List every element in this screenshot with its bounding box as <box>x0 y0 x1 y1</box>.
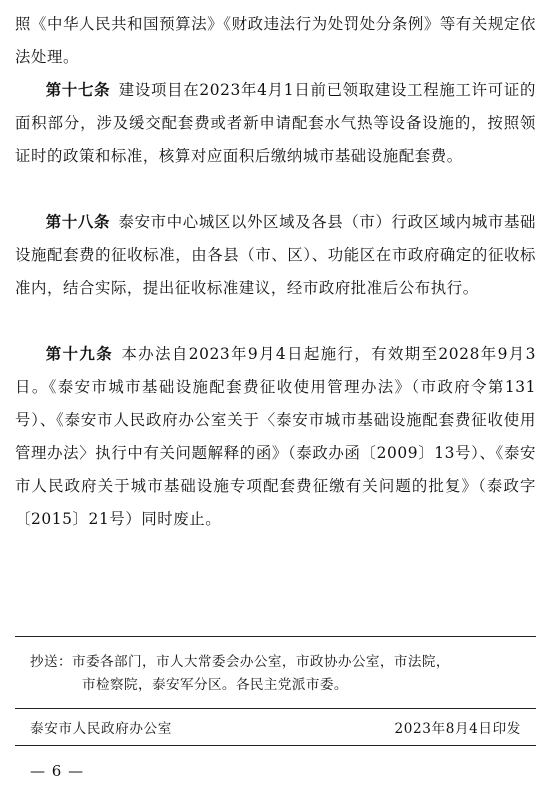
article-17 <box>15 74 536 206</box>
cc-recipients-line2: 市检察院，泰安军分区。各民主党派市委。 <box>82 677 348 693</box>
article-18 <box>15 206 536 338</box>
article-text: 本办法自2023年9月4日起施行，有效期至2028年9月3日。《泰安市城市基础设施配套费征收使用管理办法》（市政府令第131号）、《泰安市人民政府办公室关于〈泰安市城市基础设施配套费征收使用管理办法〉执行中有关问题解释的函》（泰政办函〔2009〕13号）、《泰安市人民政府关于城市基础设施专项配套费征缴有关问题的批复》（泰政字〔2015〕21号）同时废止。 <box>15 345 536 528</box>
cc-row-1 <box>30 651 530 674</box>
footer-rule-bottom <box>15 745 536 746</box>
article-text: 泰安市中心城区以外区域及各县（市）行政区域内城市基础设施配套费的征收标准，由各县（市、区）、功能区在市政府确定的征收标准内，结合实际，提出征收标准建议，经市政府批准后公布执行。 <box>15 213 536 297</box>
issue-date: 2023年8月4日印发 <box>394 721 521 737</box>
paragraph-text: 照《中华人民共和国预算法》《财政违法行为处罚处分条例》等有关规定依法处理。 <box>15 15 536 66</box>
article-heading: 第十七条 <box>45 81 111 99</box>
cc-row-2 <box>30 674 530 697</box>
footer-rule-top <box>15 636 536 637</box>
cc-block <box>30 651 530 697</box>
article-heading: 第十八条 <box>45 213 111 231</box>
article-heading: 第十九条 <box>45 345 114 363</box>
page-number: — 6 — <box>30 762 85 780</box>
cc-recipients-line1: 市委各部门，市人大常委会办公室，市政协办公室，市法院， <box>71 654 450 670</box>
footer-rule-middle <box>15 708 536 709</box>
cc-label: 抄送： <box>30 654 72 670</box>
paragraph-continuation <box>15 8 536 74</box>
document-body <box>15 8 536 536</box>
article-text: 建设项目在2023年4月1日前已领取建设工程施工许可证的面积部分，涉及缓交配套费或者新申请配套水气热等设备设施的，按照领证时的政策和标准，核算对应面积后缴纳城市基础设施配套费。 <box>15 81 536 165</box>
article-19 <box>15 338 536 536</box>
issuing-office: 泰安市人民政府办公室 <box>30 721 172 737</box>
